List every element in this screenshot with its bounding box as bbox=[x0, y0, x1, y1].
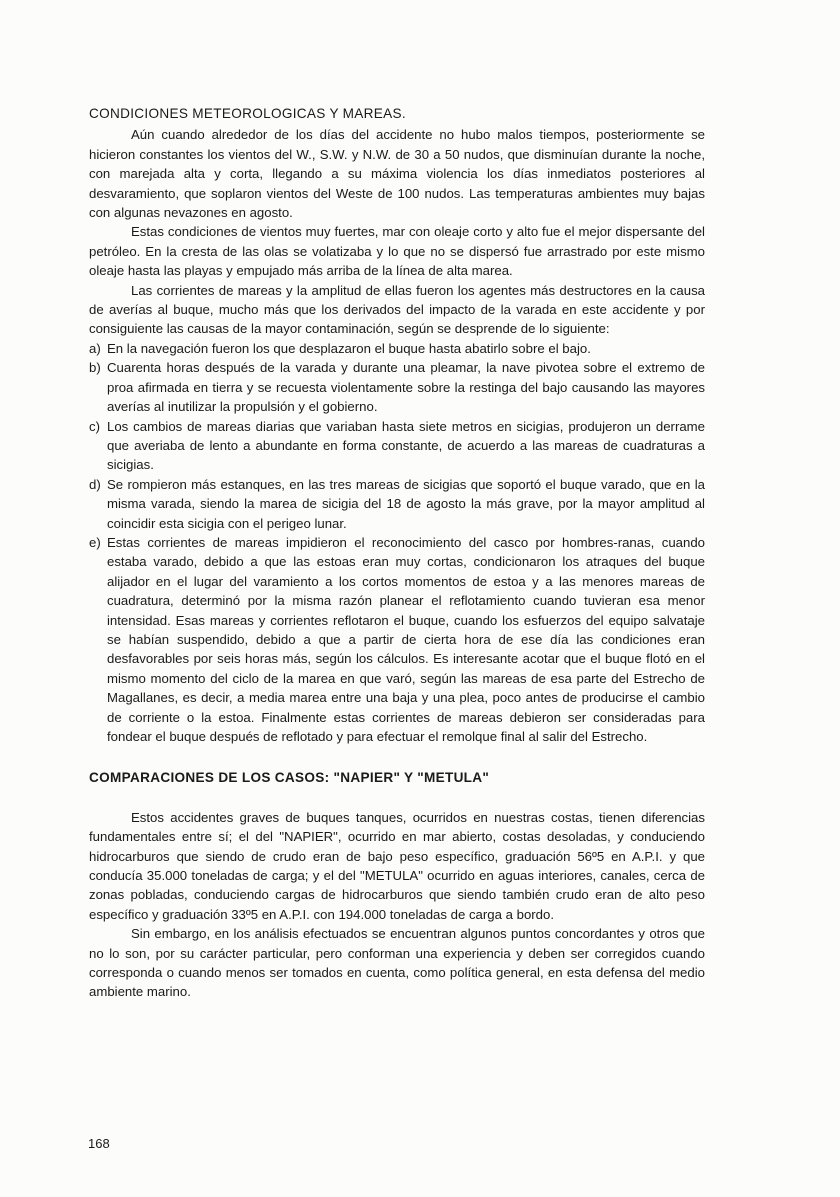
list-item-text: En la navegación fueron los que desplazaron el buque hasta abatirlo sobre el bajo. bbox=[107, 340, 591, 356]
list-item-text: Los cambios de mareas diarias que variaban hasta siete metros en sicigias, produjeron un derrame que averiaba de lento a abundante en forma constante, de acuerdo a las mareas de cuadraturas a sicigias. bbox=[107, 418, 705, 473]
list-marker: b) bbox=[89, 360, 101, 376]
list-item bbox=[89, 339, 705, 358]
paragraph: Aún cuando alrededor de los días del accidente no hubo malos tiempos, posteriormente se hicieron constantes los vientos del W., S.W. y N.W. de 30 a 50 nudos, que disminuían durante la noche, con marejada alta y corta, llegando a su máxima violencia los días inmediatos posteriores al desvaramiento, que soplaron vientos del Weste de 100 nudos. Las temperaturas ambientes muy bajas con algunas nevazones en agosto. bbox=[89, 127, 705, 221]
paragraph: Sin embargo, en los análisis efectuados se encuentran algunos puntos concordantes y otros que no lo son, por su carácter particular, pero conforman una experiencia y deben ser corregidos cuando corresponda o cuando menos ser tomados en cuenta, como política general, en esta defensa del medio ambiente marino. bbox=[89, 926, 705, 1000]
list-item bbox=[89, 533, 705, 746]
list-item bbox=[89, 475, 705, 533]
list-item-text: Se rompieron más estanques, en las tres mareas de sicigias que soportó el buque varado, que en la misma varada, siendo la marea de sicigia del 18 de agosto la más grave, por la mayor amplitud al coincidir esta sicigia con el perigeo lunar. bbox=[107, 476, 705, 531]
tide-effects-list bbox=[89, 339, 705, 747]
list-item bbox=[89, 417, 705, 475]
paragraph: Las corrientes de mareas y la amplitud de ellas fueron los agentes más destructores en la causa de averías al buque, mucho más que los derivados del impacto de la varada en este accidente y por consiguiente las causas de la mayor contaminación, según se desprende de lo siguiente: bbox=[89, 282, 705, 337]
section-heading-meteorological: CONDICIONES METEOROLOGICAS Y MAREAS. bbox=[89, 106, 406, 121]
paragraph: Estos accidentes graves de buques tanques, ocurridos en nuestras costas, tienen diferencias fundamentales entre sí; el del "NAPIER", ocurrido en mar abierto, costas desoladas, y conduciendo hidrocarburos que siendo de crudo eran de bajo peso específico, graduación 56º5 en A.P.I. y que conducía 35.000 toneladas de carga; y el del "METULA" ocurrido en aguas interiores, canales, cerca de zonas pobladas, conduciendo cargas de hidrocarburos que siendo también crudo eran de alto peso específico y graduación 33º5 en A.P.I. con 194.000 toneladas de carga a bordo. bbox=[89, 809, 705, 922]
page-number: 168 bbox=[88, 1136, 110, 1151]
section-heading-comparisons: COMPARACIONES DE LOS CASOS: "NAPIER" Y "METULA" bbox=[89, 770, 490, 786]
list-marker: c) bbox=[89, 418, 100, 434]
document-page bbox=[89, 104, 705, 1002]
list-marker: d) bbox=[89, 476, 101, 492]
list-item-text: Estas corrientes de mareas impidieron el reconocimiento del casco por hombres-ranas, cuando estaba varado, debido a que las estoas eran muy cortas, condicionaron los atraques del buque alijador en el lugar del varamiento a los cortos momentos de estoa y a las menores mareas de cuadratura, determinó por la misma razón planear el reflotamiento cuando tuvieran esa menor intensidad. Esas mareas y corrientes reflotaron el buque, cuando los esfuerzos del equipo salvataje se habían suspendido, debido a que a partir de cierta hora de ese día las condiciones eran desfavorables por seis horas más, según los cálculos. Es interesante acotar que el buque flotó en el mismo momento del ciclo de la marea en que varó, según las mareas de esa parte del Estrecho de Magallanes, es decir, a media marea entre una baja y una plea, poco antes de producirse el cambio de corriente o la estoa. Finalmente estas corrientes de mareas debieron ser consideradas para fondear el buque después de reflotado y para efectuar el remolque final al salir del Estrecho. bbox=[107, 534, 705, 744]
list-marker: e) bbox=[89, 534, 101, 550]
list-item-text: Cuarenta horas después de la varada y durante una pleamar, la nave pivotea sobre el extremo de proa afirmada en tierra y se recuesta violentamente sobre la restinga del bajo causando las mayores averías al inutilizar la propulsión y el gobierno. bbox=[107, 360, 705, 415]
list-marker: a) bbox=[89, 340, 101, 356]
list-item bbox=[89, 358, 705, 416]
paragraph: Estas condiciones de vientos muy fuertes, mar con oleaje corto y alto fue el mejor dispersante del petróleo. En la cresta de las olas se volatizaba y lo que no se dispersó fue arrastrado por este mismo oleaje hasta las playas y empujado más arriba de la línea de alta marea. bbox=[89, 224, 705, 279]
